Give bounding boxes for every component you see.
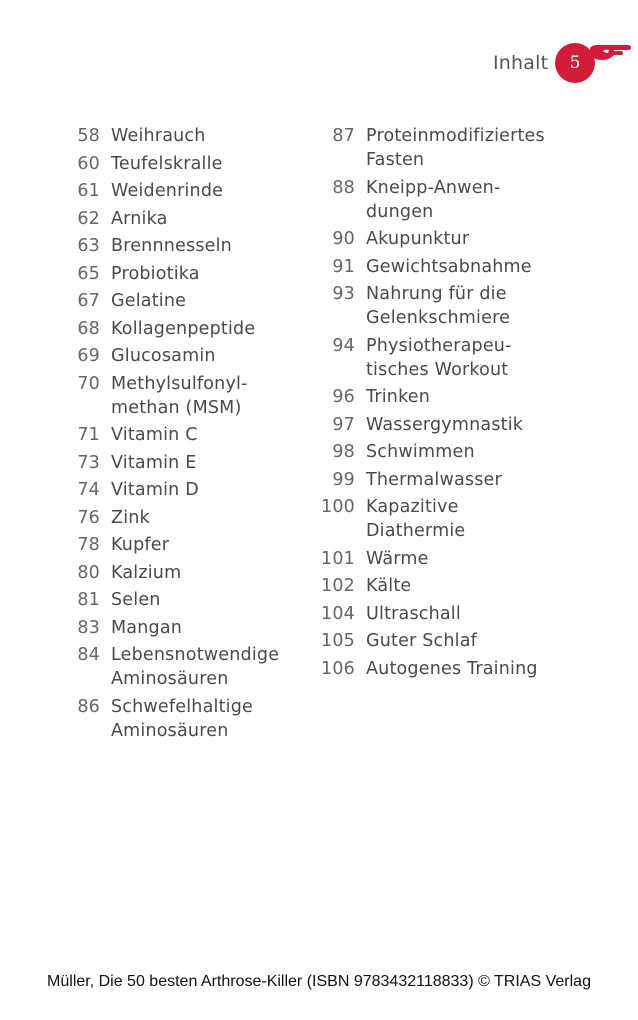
toc-entry-title: Kalzium [111, 562, 182, 583]
toc-entry[interactable] [60, 506, 305, 530]
toc-entry[interactable] [310, 227, 630, 251]
toc-entry[interactable] [60, 124, 305, 148]
toc-entry-title: Brennnesseln [111, 236, 232, 256]
toc-entry-page-number: 88 [332, 177, 355, 198]
toc-entry[interactable] [310, 574, 630, 598]
toc-entry[interactable] [310, 440, 630, 464]
toc-entry-title: Arnika [111, 208, 168, 229]
toc-entry[interactable] [310, 602, 630, 626]
page-number-badge: 5 [555, 43, 595, 83]
toc-entry-page-number: 65 [77, 263, 100, 284]
toc-entry-page-number: 58 [77, 126, 100, 146]
toc-entry-title: Nahrung für die Gelenkschmiere [366, 284, 511, 328]
toc-entry-page-number: 63 [77, 236, 100, 256]
toc-entry-page-number: 99 [332, 469, 355, 490]
toc-entry[interactable] [310, 176, 630, 224]
toc-entry[interactable] [310, 495, 630, 543]
toc-entry-title: Kupfer [111, 535, 170, 555]
section-label: Inhalt [493, 52, 549, 74]
copyright-footer: Müller, Die 50 besten Arthrose-Killer (ISBN 9783432118833) © TRIAS Verlag [47, 973, 591, 990]
toc-entry-title: Trinken [366, 387, 431, 407]
toc-entry-page-number: 100 [320, 497, 355, 517]
toc-entry[interactable] [60, 289, 305, 313]
toc-entry-title: Autogenes Training [366, 658, 538, 679]
toc-entry[interactable] [60, 561, 305, 585]
toc-entry-page-number: 87 [332, 126, 355, 146]
toc-entry[interactable] [310, 334, 630, 382]
toc-entry-title: Lebensnotwendige Aminosäuren [111, 645, 280, 689]
toc-entry[interactable] [60, 344, 305, 368]
toc-entry[interactable] [310, 282, 630, 330]
toc-entry-title: Proteinmodifiziertes Fasten [366, 126, 545, 170]
toc-entry[interactable] [60, 423, 305, 447]
toc-entry-page-number: 60 [77, 153, 100, 174]
toc-entry-page-number: 70 [77, 373, 100, 394]
toc-entry[interactable] [310, 468, 630, 492]
toc-entry-title: Wassergymnastik [366, 414, 524, 435]
toc-entry-page-number: 91 [332, 256, 355, 277]
toc-entry-page-number: 106 [320, 658, 355, 679]
toc-entry[interactable] [60, 588, 305, 612]
toc-entry-title: Schwefelhaltige Aminosäuren [111, 696, 253, 741]
toc-entry-page-number: 83 [77, 617, 100, 638]
toc-entry-title: Weidenrinde [111, 181, 224, 201]
toc-entry-title: Thermalwasser [366, 469, 502, 490]
toc-entry-title: Teufelskralle [111, 153, 223, 174]
toc-entry[interactable] [310, 629, 630, 653]
toc-entry-title: Zink [111, 507, 150, 528]
toc-entry-page-number: 62 [77, 208, 100, 229]
toc-entry-page-number: 80 [77, 562, 100, 583]
toc-entry[interactable] [310, 255, 630, 279]
toc-entry-page-number: 101 [320, 548, 355, 569]
toc-entry[interactable] [60, 179, 305, 203]
toc-entry[interactable] [60, 478, 305, 502]
toc-entry-page-number: 68 [77, 318, 100, 339]
toc-entry[interactable] [310, 547, 630, 571]
toc-entry-title: Physiotherapeu- tisches Workout [366, 335, 512, 380]
toc-column-right [310, 124, 630, 684]
toc-entry-title: Glucosamin [111, 346, 216, 366]
toc-entry-title: Vitamin C [111, 425, 198, 445]
toc-entry-page-number: 71 [77, 425, 100, 445]
toc-entry-title: Probiotika [111, 263, 200, 284]
toc-entry-title: Mangan [111, 617, 183, 638]
toc-entry-page-number: 69 [77, 346, 100, 366]
toc-entry[interactable] [60, 234, 305, 258]
toc-entry-page-number: 102 [320, 576, 355, 596]
toc-entry-page-number: 86 [77, 696, 100, 717]
pointing-hand-icon [588, 42, 632, 64]
toc-entry-page-number: 76 [77, 507, 100, 528]
toc-entry-title: Methylsulfonyl- methan (MSM) [111, 373, 248, 418]
toc-entry-page-number: 61 [77, 181, 100, 201]
toc-entry-title: Gelatine [111, 291, 187, 311]
page-header [0, 0, 638, 100]
toc-entry-title: Wärme [366, 548, 429, 569]
toc-entry[interactable] [60, 616, 305, 640]
toc-column-left [60, 124, 305, 746]
toc-entry-page-number: 97 [332, 414, 355, 435]
toc-entry-title: Kollagenpeptide [111, 318, 256, 339]
toc-entry[interactable] [60, 695, 305, 743]
toc-entry[interactable] [60, 643, 305, 691]
toc-entry[interactable] [60, 152, 305, 176]
toc-entry-page-number: 104 [320, 603, 355, 624]
toc-entry[interactable] [60, 451, 305, 475]
toc-entry[interactable] [310, 657, 630, 681]
toc-entry-title: Selen [111, 590, 161, 610]
toc-entry-title: Kneipp-Anwen- dungen [366, 177, 501, 222]
toc-entry-title: Ultraschall [366, 603, 461, 624]
toc-entry-title: Schwimmen [366, 442, 475, 462]
toc-entry-page-number: 98 [332, 442, 355, 462]
toc-entry-page-number: 73 [77, 452, 100, 473]
toc-entry-title: Gewichtsabnahme [366, 256, 532, 277]
toc-entry-title: Weihrauch [111, 126, 206, 146]
toc-entry-page-number: 74 [77, 480, 100, 500]
toc-entry-title: Vitamin E [111, 452, 197, 473]
toc-entry-page-number: 84 [77, 645, 100, 665]
toc-entry[interactable] [310, 385, 630, 409]
toc-entry-page-number: 81 [77, 590, 100, 610]
toc-entry-page-number: 78 [77, 535, 100, 555]
toc-entry[interactable] [310, 124, 630, 172]
toc-entry-page-number: 105 [320, 631, 355, 651]
toc-entry-title: Guter Schlaf [366, 631, 478, 651]
toc-entry[interactable] [310, 413, 630, 437]
toc-entry[interactable] [60, 262, 305, 286]
toc-entry-page-number: 94 [332, 335, 355, 356]
toc-entry-title: Vitamin D [111, 480, 199, 500]
toc-entry-page-number: 67 [77, 291, 100, 311]
toc-entry-title: Kälte [366, 576, 412, 596]
toc-entry-page-number: 96 [332, 387, 355, 407]
toc-entry[interactable] [60, 533, 305, 557]
toc-entry[interactable] [60, 207, 305, 231]
toc-entry-title: Kapazitive Diathermie [366, 497, 466, 541]
toc-entry-page-number: 93 [332, 284, 355, 304]
toc-entry[interactable] [60, 372, 305, 420]
toc-entry-page-number: 90 [332, 229, 355, 249]
toc-entry-title: Akupunktur [366, 229, 470, 249]
toc-entry[interactable] [60, 317, 305, 341]
